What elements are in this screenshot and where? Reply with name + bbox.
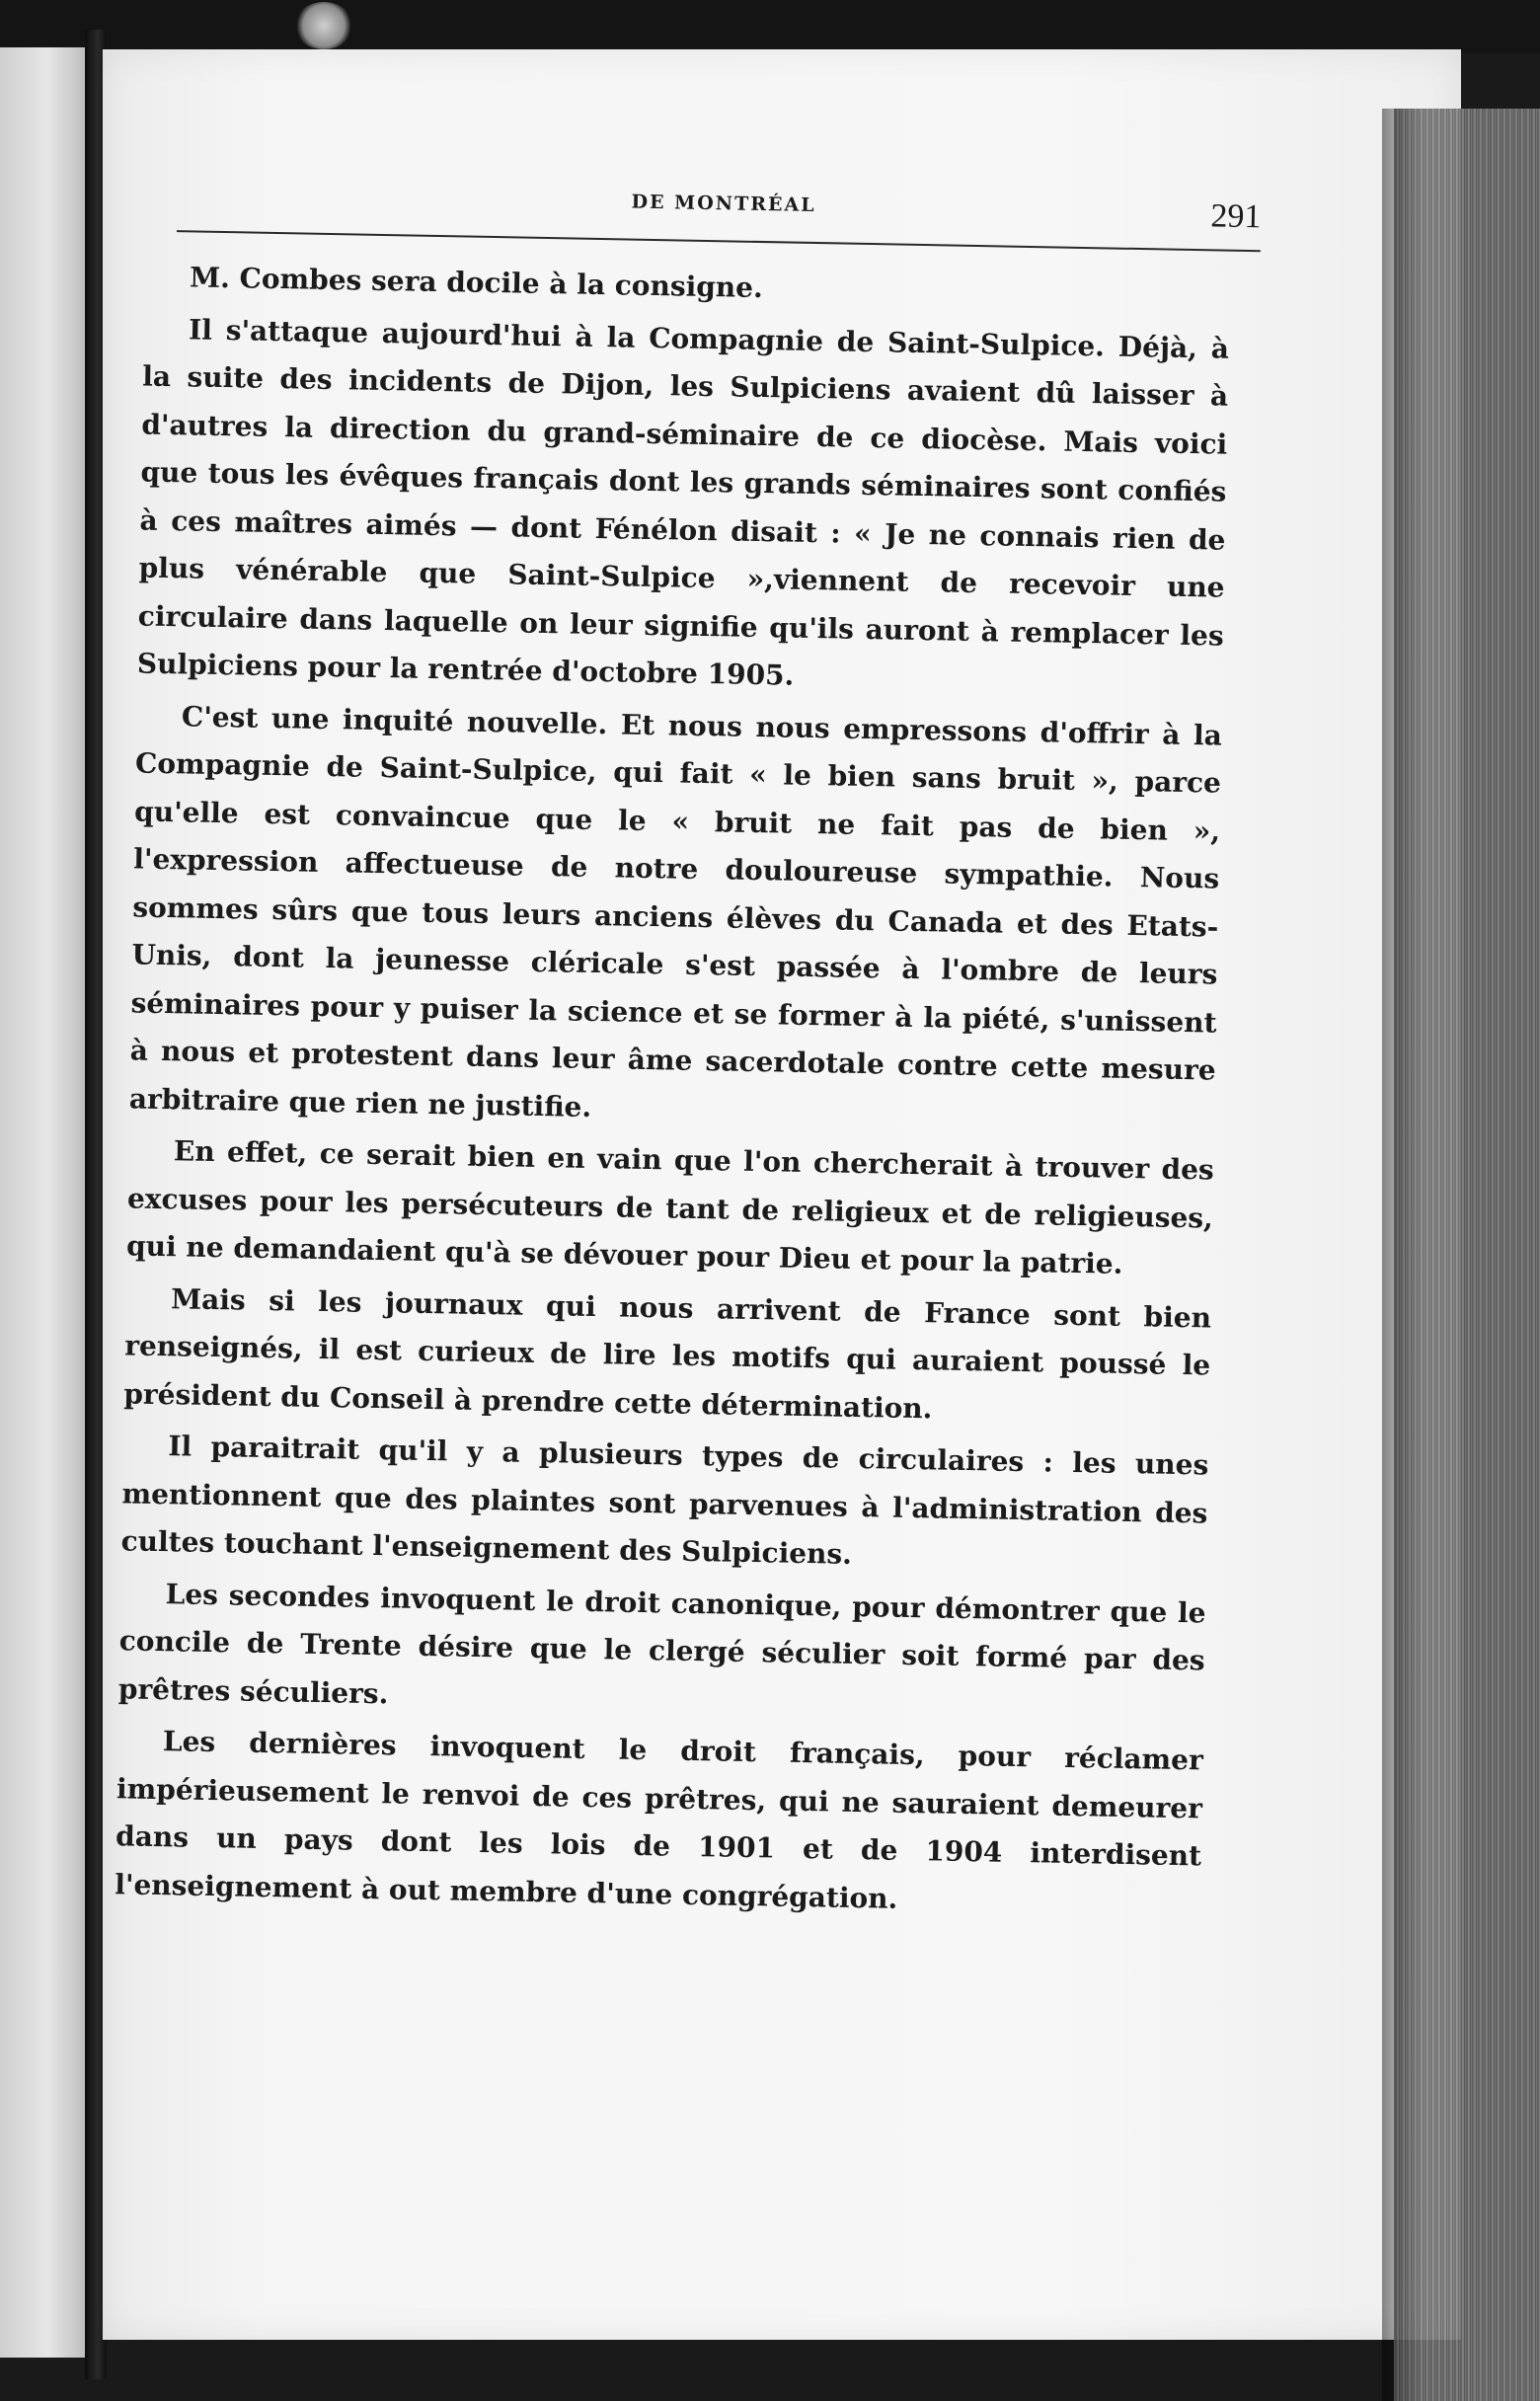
page-number: 291 [1210,197,1262,236]
scan-top-border [0,0,1540,53]
facing-page-edge [0,47,87,2358]
running-title: DE MONTRÉAL [631,191,816,216]
paragraph: Mais si les journaux qui nous arrivent de France sont bien renseignés, il est curieux de lire les motifs qui auraient poussé le président du Conseil à prendre cette détermination. [123,1281,1212,1425]
paragraph: M. Combes sera docile à la consigne. [189,261,764,305]
paragraph: C'est une inquité nouvelle. Et nous nous empressons d'offrir à la Compagnie de Saint-Sulpice, qui fait « le bien sans bruit », parce qu'elle est convaincue que le « bruit ne fait pas de bien », l'expression affectueuse de notre douloureuse sympathie. Nous sommes sûrs que tous leurs anciens élèves du Canada et des Etats-Unis, dont la jeunesse cléricale s'est passée à l'ombre de leurs séminaires pour y puiser la science et se former à la piété, s'unissent à nous et protestent dans leur âme sacerdotale contre cette mesure arbitraire que rien ne justifie. [128,699,1223,1123]
printed-text-block [85,176,1262,1933]
scan-blemish [294,2,353,49]
paragraph: Il s'attaque aujourd'hui à la Compagnie de Saint-Sulpice. Déjà, à la suite des incidents de Dijon, les Sulpiciens avaient dû laisser à d'autres la direction du grand-séminaire de ce diocèse. Mais voici que tous les évêques français dont les grands séminaires sont confiés à ces maîtres aimés — dont Fénélon disait : « Je ne connais rien de plus vénérable que Saint-Sulpice »,viennent de recevoir une circulaire dans laquelle on leur signifie qu'ils auront à remplacer les Sulpiciens pour la rentrée d'octobre 1905. [136,312,1230,692]
paragraph: Il paraitrait qu'il y a plusieurs types de circulaires : les unes mentionnent que des plaintes sont parvenues à l'administration des cultes touchant l'enseignement des Sulpiciens. [120,1430,1209,1571]
paragraph: Les dernières invoquent le droit français, pour réclamer impérieusement le renvoi de ces prêtres, qui ne sauraient demeurer dans un pays dont les lois de 1901 et de 1904 interdisent l'enseignement à out membre d'une congrégation. [114,1725,1204,1915]
body-text [115,254,1231,1929]
paragraph: En effet, ce serait bien en vain que l'on chercherait à trouver des excuses pour les persécuteurs de tant de religieux et de religieuses, qui ne demandaient qu'à se dévouer pour Dieu et pour la patrie. [125,1134,1215,1280]
page-edge-shadow [1382,109,1422,2401]
paragraph: Les secondes invoquent le droit canonique, pour démontrer que le concile de Trente désire que le clergé séculier soit formé par des prêtres séculiers. [117,1577,1206,1710]
